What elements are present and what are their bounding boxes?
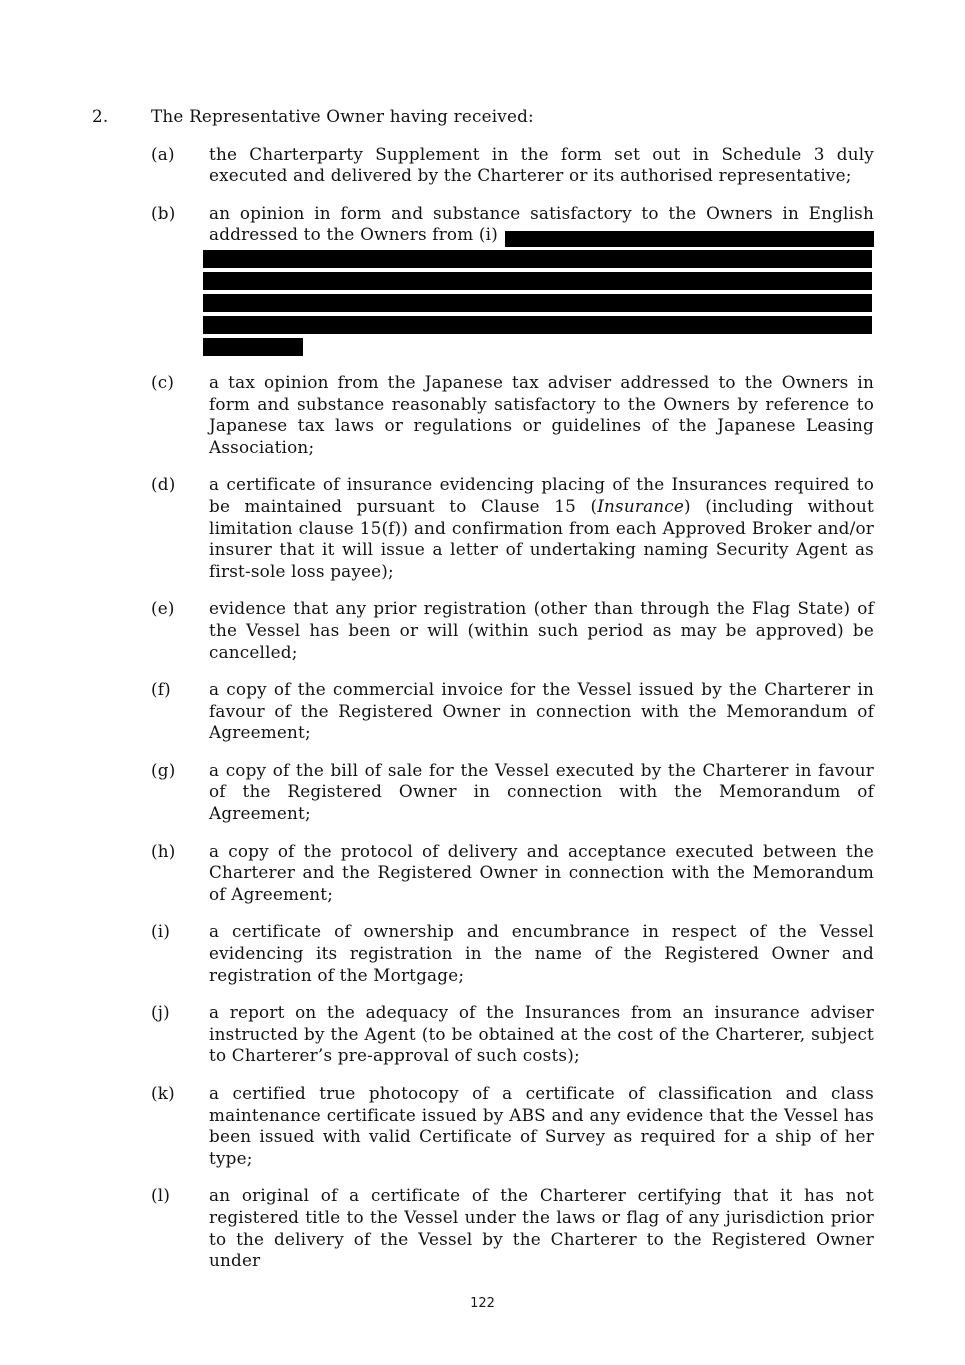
page-number: 122 bbox=[470, 1296, 495, 1311]
redaction-bar bbox=[203, 316, 872, 334]
list-item-k bbox=[151, 1083, 874, 1169]
item-label: (i) bbox=[151, 921, 171, 942]
item-label: (f) bbox=[151, 679, 171, 700]
list-item-b bbox=[151, 203, 874, 356]
list-item-h bbox=[151, 841, 874, 906]
item-text: the Charterparty Supplement in the form set out in Schedule 3 duly executed and delivered by the Charterer or its authorised representative; bbox=[209, 143, 874, 186]
redaction-text-line bbox=[209, 224, 874, 246]
item-text bbox=[209, 474, 874, 582]
item-label: (e) bbox=[151, 598, 175, 619]
item-label: (l) bbox=[151, 1185, 171, 1206]
item-text: addressed to the Owners from (i) bbox=[209, 224, 498, 245]
item-label: (d) bbox=[151, 474, 176, 495]
defined-term-italic: Insurance bbox=[597, 495, 685, 516]
list-item-d bbox=[151, 474, 874, 582]
item-text-segment: ) (including without limitation clause 15(f)) and confirmation from each Approved Broker and/or insurer that it will issue a letter of undertaking naming Security Agent as first-sole loss payee); bbox=[209, 495, 874, 581]
item-text: a copy of the protocol of delivery and acceptance executed between the Charterer and the Registered Owner in connection with the Memorandum of Agreement; bbox=[209, 840, 874, 904]
list-item-l bbox=[151, 1185, 874, 1271]
item-text: a copy of the bill of sale for the Vessel executed by the Charterer in favour of the Registered Owner in connection with the Memorandum of Agreement; bbox=[209, 759, 874, 824]
list-item-f bbox=[151, 679, 874, 744]
redaction-bar bbox=[203, 338, 303, 356]
item-body-redacted bbox=[209, 203, 874, 356]
item-text-segment: a certificate of insurance evidencing placing of the Insurances required to be maintained pursuant to Clause 15 ( bbox=[209, 474, 874, 516]
redaction-bar bbox=[203, 250, 872, 268]
clause-heading bbox=[92, 106, 874, 128]
document-page bbox=[92, 106, 874, 1288]
item-text: a copy of the commercial invoice for the Vessel issued by the Charterer in favour of the Registered Owner in connection with the Memorandum of Agreement; bbox=[209, 679, 874, 743]
item-text: an opinion in form and substance satisfactory to the Owners in English bbox=[209, 202, 874, 223]
redaction-bar bbox=[203, 294, 872, 312]
clause-number: 2. bbox=[92, 106, 109, 126]
item-text: a certificate of ownership and encumbrance in respect of the Vessel evidencing its registration in the name of the Registered Owner and registration of the Mortgage; bbox=[209, 921, 874, 985]
redaction-bar bbox=[203, 272, 872, 290]
item-label: (g) bbox=[151, 759, 176, 780]
item-text: a tax opinion from the Japanese tax adviser addressed to the Owners in form and substance reasonably satisfactory to the Owners by reference to Japanese tax laws or regulations or guidelines of the Japanese Leasing Association; bbox=[209, 371, 874, 457]
item-label: (k) bbox=[151, 1083, 175, 1103]
item-text: an original of a certificate of the Charterer certifying that it has not registered title to the Vessel under the laws or flag of any jurisdiction prior to the delivery of the Vessel by the Charterer to the Registered Owner under bbox=[209, 1185, 874, 1271]
list-item-c bbox=[151, 372, 874, 458]
item-text: evidence that any prior registration (other than through the Flag State) of the Vessel has been or will (within such period as may be approved) be cancelled; bbox=[209, 598, 874, 662]
item-label: (h) bbox=[151, 840, 176, 861]
redaction-bar bbox=[505, 231, 874, 247]
item-label: (a) bbox=[151, 143, 175, 164]
list-item-a bbox=[151, 144, 874, 187]
list-item-i bbox=[151, 921, 874, 986]
list-item-e bbox=[151, 598, 874, 663]
item-text: a report on the adequacy of the Insurances from an insurance adviser instructed by the Agent (to be obtained at the cost of the Charterer, subject to Charterer’s pre-approval of such costs); bbox=[209, 1002, 874, 1066]
item-label: (c) bbox=[151, 371, 175, 392]
list-item-j bbox=[151, 1002, 874, 1067]
item-text: a certified true photocopy of a certificate of classification and class maintenance certificate issued by ABS and any evidence that the Vessel has been issued with valid Certificate of Survey as required for a ship of her type; bbox=[209, 1083, 874, 1168]
item-label: (b) bbox=[151, 202, 176, 223]
item-label: (j) bbox=[151, 1002, 170, 1023]
clause-intro-text: The Representative Owner having received: bbox=[151, 106, 534, 126]
list-item-g bbox=[151, 760, 874, 825]
